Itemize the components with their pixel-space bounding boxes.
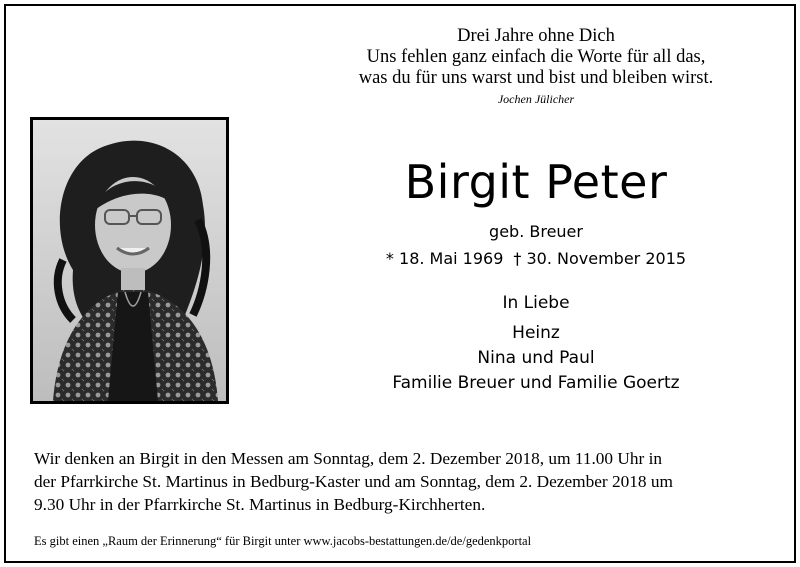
notice-line: 9.30 Uhr in der Pfarrkirche St. Martinus in Bedburg-Kirchherten. — [34, 495, 486, 514]
memorial-poem — [306, 26, 766, 107]
birth-date: * 18. Mai 1969 — [385, 249, 504, 268]
mourner-name: Familie Breuer und Familie Goertz — [392, 373, 680, 393]
poem-line: Uns fehlen ganz einfach die Worte für all das, — [366, 47, 706, 67]
death-date: † 30. November 2015 — [513, 249, 687, 268]
birth-name: geb. Breuer — [489, 222, 583, 241]
notice-line: der Pfarrkirche St. Martinus in Bedburg-Kaster und am Sonntag, dem 2. Dezember 2018 um — [34, 472, 673, 491]
mourner-name: Nina und Paul — [477, 348, 595, 368]
portrait-image — [33, 120, 226, 401]
poem-line: Drei Jahre ohne Dich — [457, 26, 615, 46]
deceased-name: Birgit Peter — [404, 155, 668, 209]
memorial-portal-note: Es gibt einen „Raum der Erinnerung“ für Birgit unter www.jacobs-bestattungen.de/de/gedenkportal — [34, 534, 532, 548]
portrait-photo — [30, 117, 229, 404]
poem-author: Jochen Jülicher — [497, 92, 575, 106]
poem-line: was du für uns warst und bist und bleiben wirst. — [358, 68, 714, 88]
mourner-name: Heinz — [512, 323, 560, 343]
life-dates — [306, 249, 766, 269]
obituary-frame — [4, 4, 796, 563]
notice-line: Wir denken an Birgit in den Messen am Sonntag, dem 2. Dezember 2018, um 11.00 Uhr in — [34, 449, 663, 468]
mourners-intro: In Liebe — [502, 293, 570, 313]
mass-notice — [34, 447, 794, 516]
mourners-block — [306, 292, 766, 396]
